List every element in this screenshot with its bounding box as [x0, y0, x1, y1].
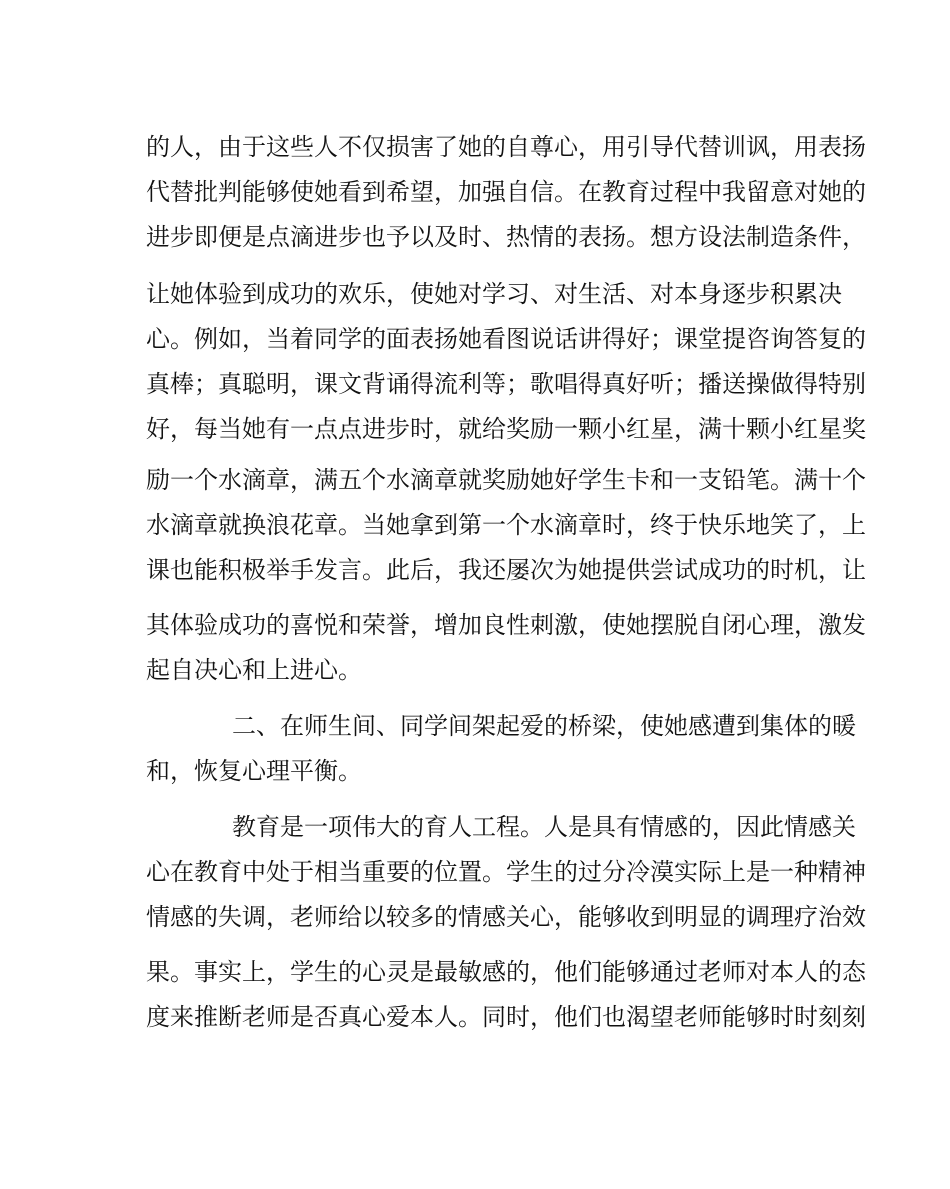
paragraph-first-line: 教育是一项伟大的育人工程。人是具有情感的，因此情感关 — [232, 813, 856, 841]
text-line: 其体验成功的喜悦和荣誉，增加良性刺激，使她摆脱自闭心理，激发 — [146, 611, 866, 639]
text-line: 课也能积极举手发言。此后，我还屡次为她提供尝试成功的时机，让 — [146, 556, 866, 584]
text-line: 心在教育中处于相当重要的位置。学生的过分冷漠实际上是一种精神 — [146, 858, 866, 886]
text-line: 让她体验到成功的欢乐，使她对学习、对生活、对本身逐步积累决 — [146, 280, 842, 308]
text-line: 心。例如，当着同学的面表扬她看图说话讲得好；课堂提咨询答复的 — [146, 325, 866, 353]
text-line: 度来推断老师是否真心爱本人。同时，他们也渴望老师能够时时刻刻 — [146, 1003, 866, 1031]
text-line: 代替批判能够使她看到希望，加强自信。在教育过程中我留意对她的 — [146, 178, 866, 206]
text-line: 好，每当她有一点点进步时，就给奖励一颗小红星，满十颗小红星奖 — [146, 415, 866, 443]
text-line: 水滴章就换浪花章。当她拿到第一个水滴章时，终于快乐地笑了，上 — [146, 511, 866, 539]
text-line: 真棒；真聪明，课文背诵得流利等；歌唱得真好听；播送操做得特别 — [146, 370, 866, 398]
section-heading-line: 和，恢复心理平衡。 — [146, 757, 362, 785]
text-line: 起自决心和上进心。 — [146, 656, 362, 684]
text-line: 进步即便是点滴进步也予以及时、热情的表扬。想方设法制造条件， — [146, 223, 866, 251]
text-line: 情感的失调，老师给以较多的情感关心，能够收到明显的调理疗治效 — [146, 903, 866, 931]
text-line: 的人，由于这些人不仅损害了她的自尊心，用引导代替训讽，用表扬 — [146, 133, 866, 161]
text-line: 励一个水滴章，满五个水滴章就奖励她好学生卡和一支铅笔。满十个 — [146, 466, 866, 494]
section-heading-line: 二、在师生间、同学间架起爱的桥梁，使她感遭到集体的暖 — [232, 712, 856, 740]
text-line: 果。事实上，学生的心灵是最敏感的，他们能够通过老师对本人的态 — [146, 958, 866, 986]
